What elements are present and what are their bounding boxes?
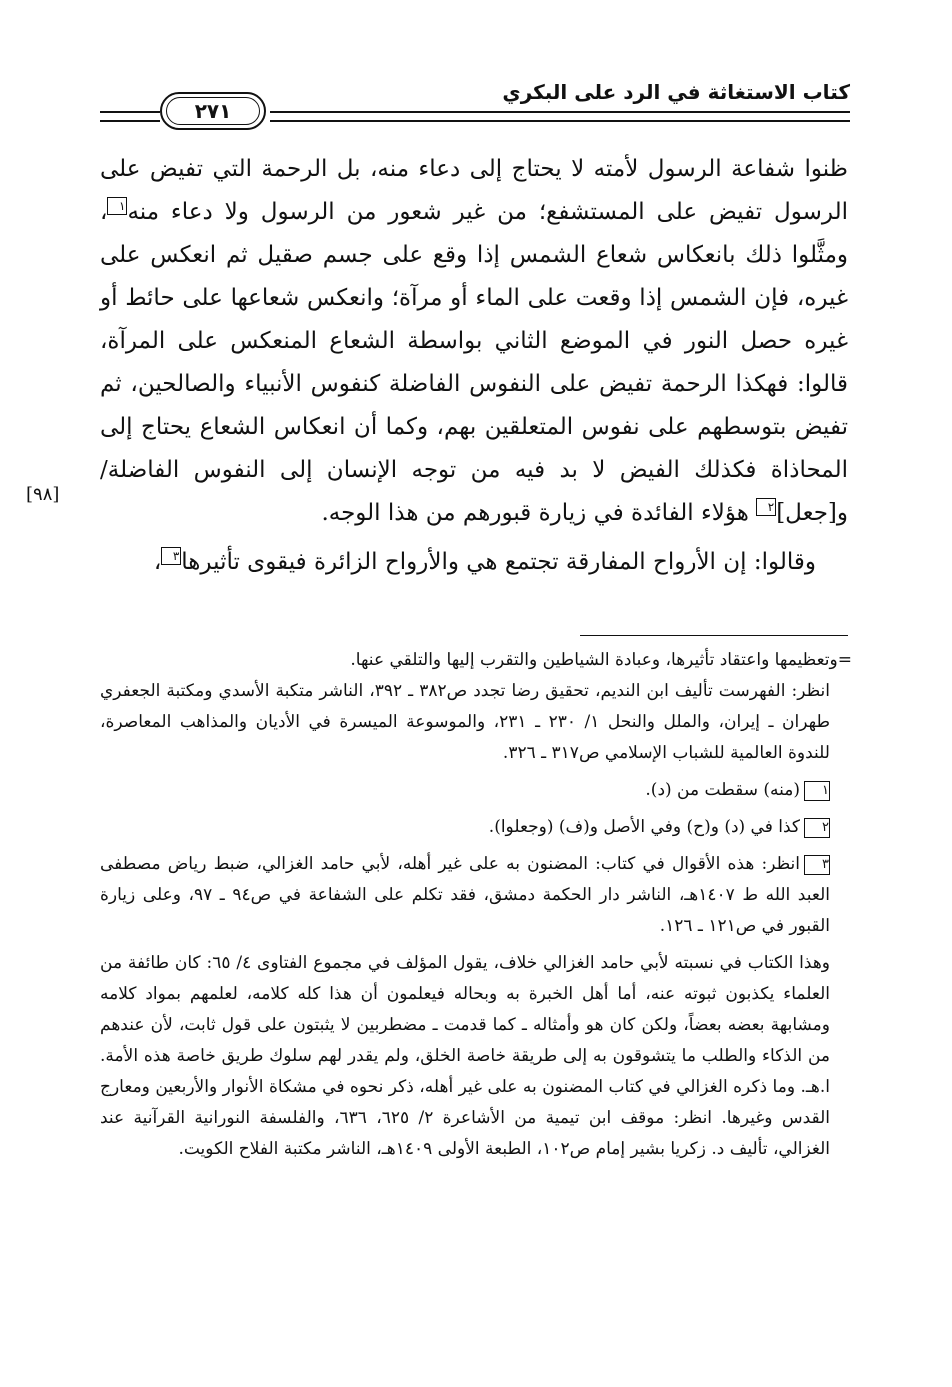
footnote-marker-3: ٣ — [161, 547, 181, 565]
footnote-3-continued: وهذا الكتاب في نسبته لأبي حامد الغزالي خلاف، يقول المؤلف في مجموع الفتاوى ٤/ ٦٥: كان طائفة من العلماء يكذبون ثبوته عنه، أما أهل الخبرة به وبحاله فيعلمون أن هذا كله كلامه، لعلمهم بمواد كلامه ومشابهة بعضه بعضاً، ولكن كان هو وأمثاله ـ كما قدمت ـ مضطربين لا يثبتون على قول ثابت، لأن عندهم من الذكاء والطلب ما يتشوقون به إلى طريقة خاصة الخلق، ولم يقدر لهم سلوك طريق خاصة هذه الأمة. ا.هـ. وما ذكره الغزالي في كتاب المضنون به على غير أهله، ذكر نحوه في مشكاة الأنوار والأربعين ومعارج القدس وغيرها. انظر: موقف ابن تيمية من الأشاعرة ٢/ ٦٢٥، ٦٣٦، والفلسفة النورانية القرآنية عند الغزالي، تأليف د. زكريا بشير إمام ص١٠٢، الطبعة الأولى ١٤٠٩هـ، الناشر مكتبة الفلاح الكويت. — [100, 953, 831, 1159]
footnotes-section — [100, 645, 852, 1165]
footnote-continuation-ref: انظر: الفهرست تأليف ابن النديم، تحقيق رضا تجدد ص٣٨٢ ـ ٣٩٢، الناشر متكبة الأسدي ومكتبة الجعفري طهران ـ إيران، والملل والنحل ١/ ٢٣٠ ـ ٢٣١، والموسوعة الميسرة في الأديان والمذاهب المعاصرة، للندوة العالمية للشباب الإسلامي ص٣١٧ ـ ٣٢٦. — [100, 681, 830, 763]
main-text — [100, 148, 848, 584]
page-header — [100, 78, 850, 134]
footnote-separator — [580, 635, 848, 636]
footnote-marker-1: ١ — [107, 197, 127, 215]
manuscript-folio-ref: [٩٨] — [26, 484, 60, 505]
footnote-2-number: ٢ — [804, 818, 830, 838]
main-paragraph-1 — [100, 148, 848, 535]
page-number: ٢٧١ — [194, 99, 232, 123]
footnote-2 — [100, 812, 852, 843]
paragraph-2-part-a: وقالوا: إن الأرواح المفارقة تجتمع هي والأرواح الزائرة فيقوى تأثيرها — [181, 549, 816, 575]
footnote-3-number: ٣ — [804, 855, 830, 875]
paragraph-2-part-b: ، — [153, 549, 162, 575]
main-paragraph-2 — [100, 541, 848, 584]
footnote-1-number: ١ — [804, 781, 830, 801]
paragraph-1-part-b: ، ومثَّلوا ذلك بانعكاس شعاع الشمس إذا وقع على جسم صقيل ثم انعكس على غيره، فإن الشمس إذا وقعت على الماء أو مرآة؛ وانعكس شعاعها على حائط أو غيره حصل النور في الموضع الثاني بواسطة الشعاع المنعكس على المرآة، قالوا: فهكذا الرحمة تفيض على النفوس الفاضلة كنفوس الأنبياء والصالحين، ثم تفيض بتوسطهم على نفوس المتعلقين بهم، وكما أن انعكاس الشعاع يحتاج إلى المحاذاة فكذلك الفيض لا بد فيه من توجه الإنسان إلى النفوس الفاضلة/ و[جعل] — [100, 199, 848, 526]
footnote-1-text: (منه) سقطت من (د). — [645, 780, 800, 800]
footnote-2-text: كذا في (د) و(ح) وفي الأصل و(ف) (وجعلوا). — [488, 817, 800, 837]
footnote-3 — [100, 849, 852, 942]
header-rule-left — [100, 111, 160, 122]
paragraph-1-part-c: هؤلاء الفائدة في زيارة قبورهم من هذا الوجه. — [321, 500, 757, 526]
footnote-3-text: انظر: هذه الأقوال في كتاب: المضنون به على غير أهله، لأبي حامد الغزالي، ضبط رياض مصطفى العبد الله ط ١٤٠٧هـ، الناشر دار الحكمة دمشق، فقد تكلم على الشفاعة في ص٩٤ ـ ٩٧، وعلى زيارة القبور في ص١٢١ ـ ١٢٦. — [100, 854, 830, 936]
footnote-continuation: =وتعظيمها واعتقاد تأثيرها، وعبادة الشياطين والتقرب إليها والتلقي عنها. — [350, 650, 852, 670]
page-number-badge — [160, 92, 266, 130]
book-title: كتاب الاستغاثة في الرد على البكري — [502, 80, 850, 104]
paragraph-1-part-a: ظنوا شفاعة الرسول لأمته لا يحتاج إلى دعاء منه، بل الرحمة التي تفيض على الرسول تفيض على المستشفع؛ من غير شعور من الرسول ولا دعاء منه — [100, 156, 848, 225]
footnote-marker-2: ٢ — [756, 498, 776, 516]
footnote-1 — [100, 775, 852, 806]
header-rule-right — [270, 111, 850, 122]
